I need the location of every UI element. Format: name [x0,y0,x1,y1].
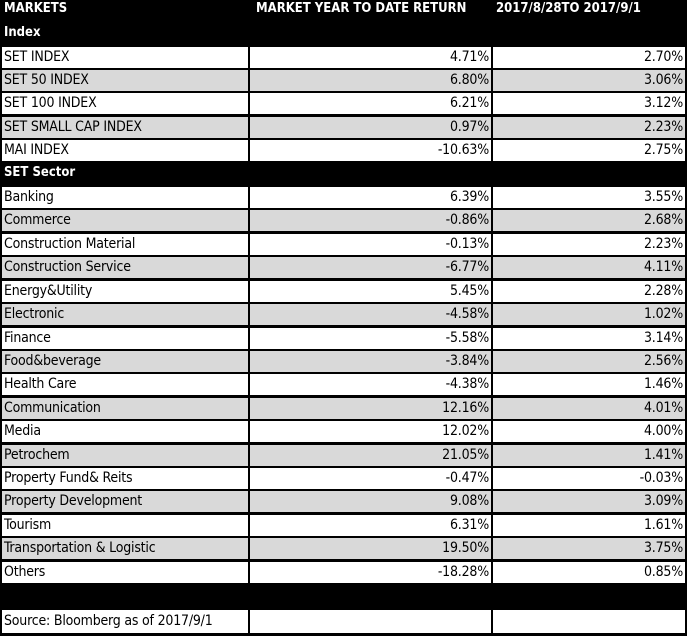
sector-name: Property Development [2,491,248,512]
table-row [0,257,687,278]
header-period: 2017/8/28TO 2017/9/1 [496,1,641,16]
week-return: 1.61% [493,515,685,536]
week-return: 2.23% [493,117,685,138]
week-return: 3.55% [493,187,685,208]
week-return: 4.11% [493,257,685,278]
ytd-return: -4.58% [250,304,491,325]
table-row [0,538,687,559]
week-return: 1.46% [493,374,685,395]
sector-name: Construction Service [2,257,248,278]
ytd-return: -4.38% [250,374,491,395]
table-row [0,374,687,395]
source-empty-cell [250,610,491,633]
table-row [0,47,687,68]
week-return: 4.01% [493,398,685,419]
source-empty-cell [493,610,685,633]
table-row [0,70,687,91]
sector-name: Tourism [2,515,248,536]
header-markets: MARKETS [4,1,68,16]
week-return: 2.23% [493,234,685,255]
week-return: 0.85% [493,562,685,583]
ytd-return: 12.02% [250,421,491,442]
table-row [0,491,687,512]
source-note: Source: Bloomberg as of 2017/9/1 [2,610,248,633]
week-return: 3.12% [493,93,685,114]
week-return: 3.06% [493,70,685,91]
week-return: 2.70% [493,47,685,68]
table-row [0,304,687,325]
sector-name: Transportation & Logistic [2,538,248,559]
market-name: MAI INDEX [2,140,248,161]
week-return: -0.03% [493,468,685,489]
ytd-return: 4.71% [250,47,491,68]
ytd-return: -5.58% [250,328,491,349]
ytd-return: -0.13% [250,234,491,255]
table-row [0,187,687,208]
table-row [0,210,687,231]
sector-name: Communication [2,398,248,419]
ytd-return: 21.05% [250,445,491,466]
market-name: SET 50 INDEX [2,70,248,91]
market-name: SET INDEX [2,47,248,68]
week-return: 1.02% [493,304,685,325]
sector-name: Construction Material [2,234,248,255]
source-row [0,610,687,633]
week-return: 3.14% [493,328,685,349]
sector-name: Electronic [2,304,248,325]
sector-name: Energy&Utility [2,281,248,302]
table-row [0,468,687,489]
section-label: Index [4,25,41,40]
ytd-return: -3.84% [250,351,491,372]
week-return: 4.00% [493,421,685,442]
ytd-return: 9.08% [250,491,491,512]
week-return: 2.75% [493,140,685,161]
table-row [0,140,687,161]
sector-name: Finance [2,328,248,349]
week-return: 2.28% [493,281,685,302]
ytd-return: -6.77% [250,257,491,278]
sector-name: Banking [2,187,248,208]
ytd-return: 6.80% [250,70,491,91]
ytd-return: 12.16% [250,398,491,419]
ytd-return: 6.39% [250,187,491,208]
sector-name: Others [2,562,248,583]
ytd-return: -0.47% [250,468,491,489]
ytd-return: 6.21% [250,93,491,114]
section-header-sector [0,162,687,186]
table-row [0,515,687,536]
table-row [0,421,687,442]
sector-name: Food&beverage [2,351,248,372]
section-label: SET Sector [4,165,76,180]
table-row [0,351,687,372]
table-row [0,398,687,419]
ytd-return: 19.50% [250,538,491,559]
table-row [0,234,687,255]
sector-name: Property Fund& Reits [2,468,248,489]
ytd-return: -0.86% [250,210,491,231]
week-return: 3.75% [493,538,685,559]
table-row [0,445,687,466]
market-name: SET 100 INDEX [2,93,248,114]
section-header-index [0,22,687,46]
ytd-return: -18.28% [250,562,491,583]
ytd-return: 6.31% [250,515,491,536]
ytd-return: 5.45% [250,281,491,302]
table-header [0,0,687,21]
sector-name: Commerce [2,210,248,231]
table-row [0,93,687,114]
sector-name: Petrochem [2,445,248,466]
market-name: SET SMALL CAP INDEX [2,117,248,138]
header-ytd-return: MARKET YEAR TO DATE RETURN [256,1,467,16]
week-return: 1.41% [493,445,685,466]
table-row [0,328,687,349]
week-return: 3.09% [493,491,685,512]
table-row [0,562,687,583]
ytd-return: -10.63% [250,140,491,161]
table-row [0,117,687,138]
week-return: 2.68% [493,210,685,231]
table-row [0,281,687,302]
sector-name: Health Care [2,374,248,395]
week-return: 2.56% [493,351,685,372]
sector-name: Media [2,421,248,442]
ytd-return: 0.97% [250,117,491,138]
